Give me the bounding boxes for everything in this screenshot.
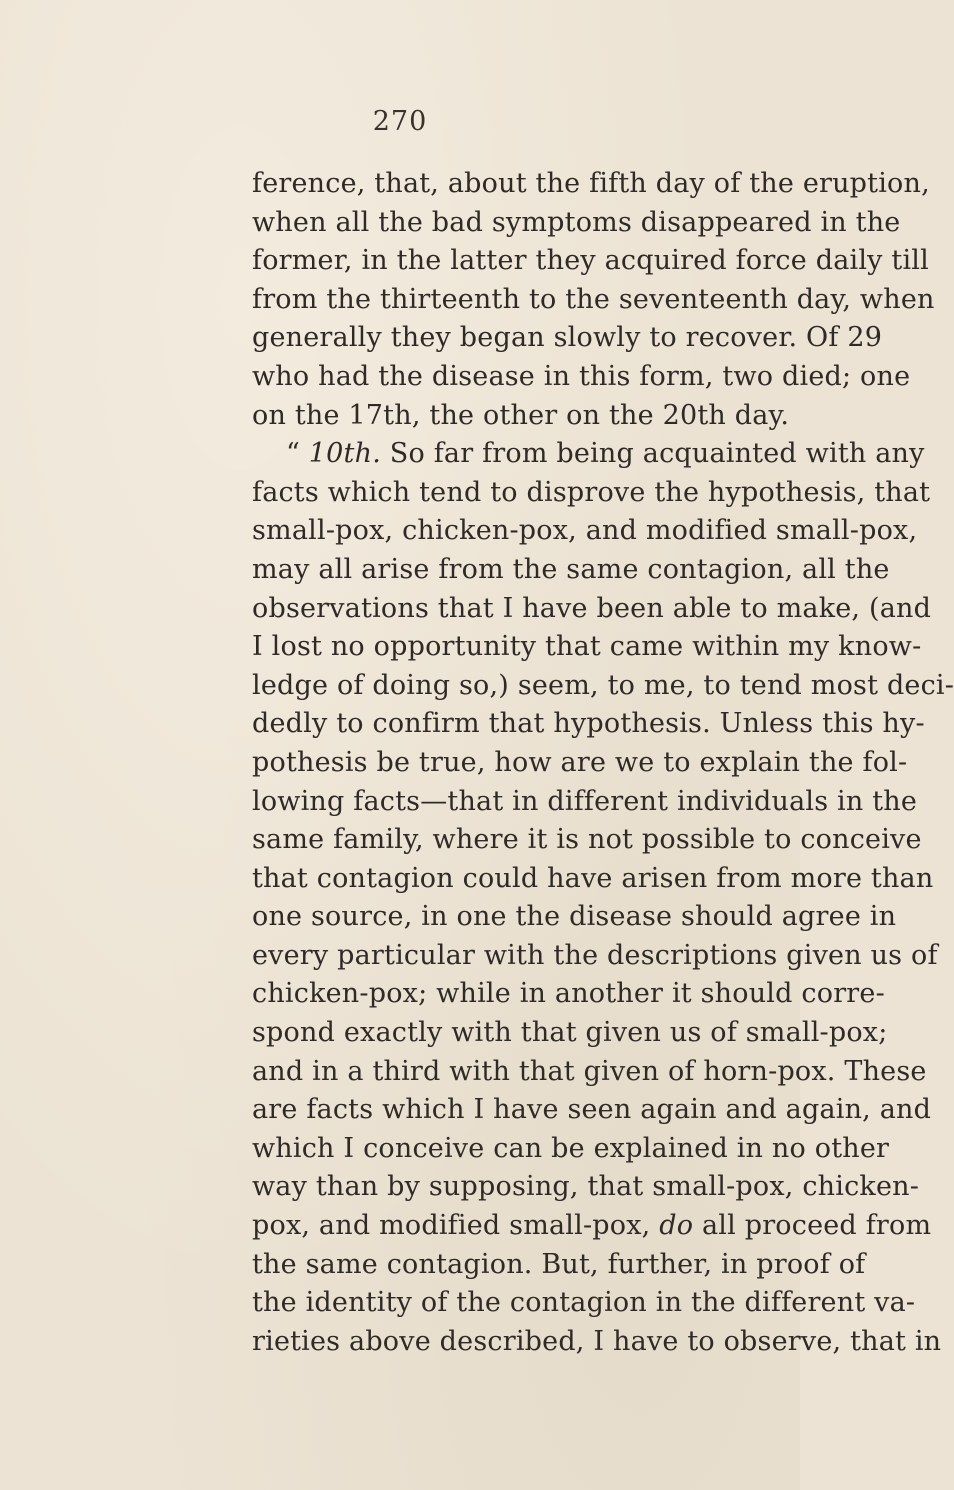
line-text: So far from being acquainted with any bbox=[380, 438, 925, 470]
text-line: may all arise from the same contagion, all the bbox=[252, 553, 890, 585]
text-line: which I conceive can be explained in no other bbox=[252, 1132, 890, 1164]
text-line: spond exactly with that given us of small-pox; bbox=[252, 1017, 888, 1049]
text-line: observations that I have been able to make, (and bbox=[252, 592, 932, 624]
section-number: 10th. bbox=[308, 438, 381, 470]
text-line: rieties above described, I have to observe, that in bbox=[252, 1325, 942, 1357]
text-line: every particular with the descriptions given us of bbox=[252, 939, 938, 971]
text-line: who had the disease in this form, two died; one bbox=[252, 360, 911, 392]
text-line: former, in the latter they acquired force daily till bbox=[252, 245, 929, 277]
text-line: are facts which I have seen again and again, and bbox=[252, 1094, 932, 1126]
text-line: facts which tend to disprove the hypothesis, that bbox=[252, 476, 931, 508]
text-line: same family, where it is not possible to conceive bbox=[252, 824, 922, 856]
text-line: dedly to confirm that hypothesis. Unless this hy- bbox=[252, 708, 925, 740]
text-line: ledge of doing so,) seem, to me, to tend most deci- bbox=[252, 669, 954, 701]
open-quote: “ bbox=[286, 438, 309, 470]
text-line: when all the bad symptoms disappeared in the bbox=[252, 206, 901, 238]
text-line: chicken-pox; while in another it should corre- bbox=[252, 978, 885, 1010]
text-line: generally they began slowly to recover. Of 29 bbox=[252, 322, 883, 354]
emphasis-line bbox=[252, 1207, 932, 1246]
text-line: the identity of the contagion in the different va- bbox=[252, 1287, 916, 1319]
text-line: from the thirteenth to the seventeenth day, when bbox=[252, 283, 935, 315]
text-line: lowing facts—that in different individuals in the bbox=[252, 785, 918, 817]
text-line: ference, that, about the fifth day of the eruption, bbox=[252, 168, 930, 199]
line-text: pox, and modified small-pox, bbox=[252, 1210, 660, 1242]
text-line: and in a third with that given of horn-pox. These bbox=[252, 1055, 927, 1087]
text-line: way than by supposing, that small-pox, chicken- bbox=[252, 1171, 920, 1203]
text-line: the same contagion. But, further, in proof of bbox=[252, 1248, 866, 1280]
text-line: I lost no opportunity that came within my know- bbox=[252, 631, 922, 663]
body-text bbox=[252, 165, 954, 1361]
text-line: pothesis be true, how are we to explain the fol- bbox=[252, 746, 908, 778]
page-number: 270 bbox=[372, 106, 428, 137]
paragraph-start-line bbox=[252, 435, 925, 474]
text-line: that contagion could have arisen from more than bbox=[252, 862, 934, 894]
text-line: on the 17th, the other on the 20th day. bbox=[252, 399, 790, 431]
emphasis-word: do bbox=[659, 1210, 694, 1242]
text-line: small-pox, chicken-pox, and modified small-pox, bbox=[252, 515, 918, 547]
line-text: all proceed from bbox=[693, 1210, 932, 1242]
text-line: one source, in one the disease should agree in bbox=[252, 901, 897, 933]
